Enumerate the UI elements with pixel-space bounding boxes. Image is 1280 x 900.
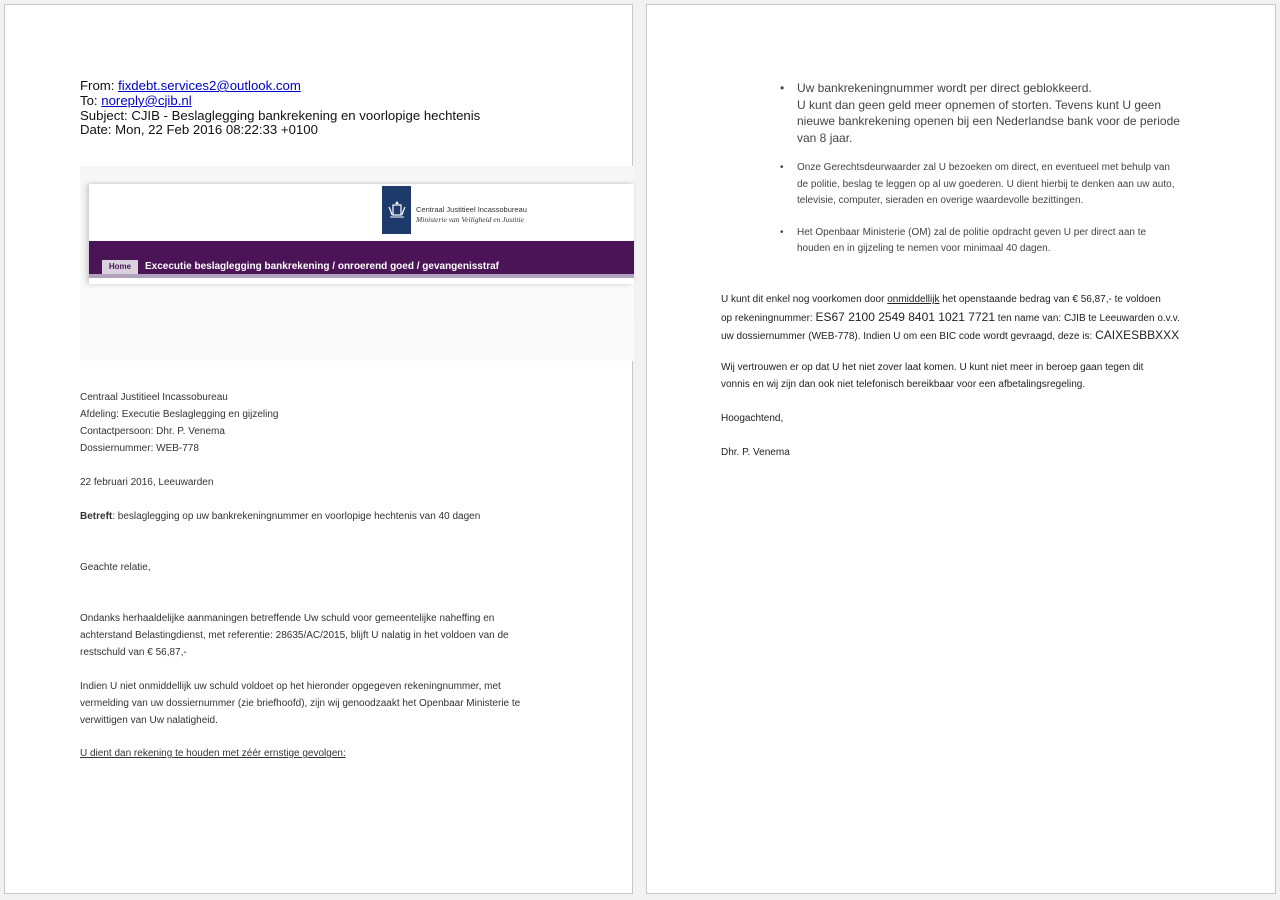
coat-of-arms-icon xyxy=(386,199,408,221)
trust-line: Wij vertrouwen er op dat U het niet zover laat komen. U kunt niet meer in beroep gaan tegen dit xyxy=(721,362,1144,373)
paragraph-2 xyxy=(80,678,520,729)
payment-paragraph xyxy=(721,292,1180,346)
consequences-list xyxy=(780,80,1207,258)
payment-line xyxy=(721,327,1180,346)
para2-line: verwittigen van Uw nalatigheid. xyxy=(80,715,218,726)
bullet-line: van 8 jaar. xyxy=(797,130,853,145)
to-line xyxy=(80,94,480,109)
trust-paragraph xyxy=(721,360,1143,393)
bullet-line: U kunt dan geen geld meer opnemen of storten. Tevens kunt U geen xyxy=(797,97,1162,112)
to-email-link[interactable]: noreply@cjib.nl xyxy=(101,92,192,108)
consequences-heading xyxy=(80,745,346,762)
payment-line xyxy=(721,309,1180,328)
bullet-icon: • xyxy=(780,226,784,238)
para2-line: vermelding van uw dossiernummer (zie briefhoofd), zijn wij genoodzaakt het Openbaar Ministerie te xyxy=(80,698,521,709)
subject-line-letter xyxy=(80,508,480,525)
greeting: Geachte relatie, xyxy=(80,562,151,573)
nav-bar-strip xyxy=(89,274,634,278)
document-page-2 xyxy=(646,4,1276,894)
paragraph-1 xyxy=(80,610,509,661)
from-line xyxy=(80,79,480,94)
para1-line: restschuld van € 56,87,- xyxy=(80,647,187,658)
document-page-1 xyxy=(4,4,633,894)
consequences-text: U dient dan rekening te houden met zéér ernstige gevolgen: xyxy=(80,748,346,759)
home-tab[interactable]: Home xyxy=(102,260,138,274)
bullet-icon: • xyxy=(780,81,785,95)
contact-person: Contactpersoon: Dhr. P. Venema xyxy=(80,426,225,437)
subject-line: Subject: CJIB - Beslaglegging bankrekening en voorlopige hechtenis xyxy=(80,107,481,123)
betreft-label: Betreft xyxy=(80,511,113,522)
banner-card xyxy=(89,184,634,284)
list-item xyxy=(780,160,1207,210)
payment-text: het openstaande bedrag van € 56,87,- te voldoen xyxy=(939,294,1161,305)
bullet-line: Onze Gerechtsdeurwaarder zal U bezoeken om direct, en eventueel met behulp van xyxy=(797,162,1170,173)
payment-text: uw dossiernummer (WEB-778). Indien U om een BIC code wordt gevraagd, deze is: xyxy=(721,331,1096,342)
department: Afdeling: Executie Beslaglegging en gijzeling xyxy=(80,409,279,420)
bullet-line: nieuwe bankrekening openen bij een Nederlandse bank voor de periode xyxy=(797,114,1180,128)
organization-title xyxy=(416,205,527,225)
betreft-text: : beslaglegging op uw bankrekeningnummer en voorlopige hechtenis van 40 dagen xyxy=(112,511,481,522)
coat-of-arms-icon xyxy=(382,186,411,234)
para2-line: Indien U niet onmiddellijk uw schuld voldoet op het hieronder opgegeven rekeningnummer, met xyxy=(80,681,501,692)
list-item xyxy=(780,225,1207,258)
para1-line: Ondanks herhaaldelijke aanmaningen betreffende Uw schuld voor gemeentelijke naheffing en xyxy=(80,613,495,624)
closing: Hoogachtend, xyxy=(721,413,784,424)
bullet-line: de politie, beslag te leggen op al uw goederen. U dient hierbij te denken aan uw auto, xyxy=(797,178,1175,190)
list-item xyxy=(780,80,1207,146)
to-label: To: xyxy=(80,92,98,108)
from-email-link[interactable]: fixdebt.services2@outlook.com xyxy=(118,78,301,93)
bullet-line: televisie, computer, sieraden en overige waardevolle bezittingen. xyxy=(797,195,1084,206)
bullet-line: Uw bankrekeningnummer wordt per direct geblokkeerd. xyxy=(797,81,1092,95)
place-date: 22 februari 2016, Leeuwarden xyxy=(80,477,214,488)
payment-text: op rekeningnummer: xyxy=(721,312,816,324)
ministry-name: Ministerie van Veiligheid en Justitie xyxy=(416,215,524,224)
sender-org: Centraal Justitieel Incassobureau xyxy=(80,392,228,403)
signature: Dhr. P. Venema xyxy=(721,447,790,458)
org-name: Centraal Justitieel Incassobureau xyxy=(416,205,527,214)
payment-emphasis: onmiddellijk xyxy=(887,294,940,305)
nav-title: Excecutie beslaglegging bankrekening / onroerend goed / gevangenisstraf xyxy=(145,261,499,272)
bullet-line: houden en in gijzeling te nemen voor minimaal 40 dagen. xyxy=(797,243,1051,254)
bullet-line: Het Openbaar Ministerie (OM) zal de politie opdracht geven U per direct aan te xyxy=(797,226,1147,238)
payment-line xyxy=(721,292,1180,309)
dossier-number: Dossiernummer: WEB-778 xyxy=(80,443,199,454)
bullet-icon: • xyxy=(780,162,784,173)
from-label: From: xyxy=(80,78,115,93)
sender-block xyxy=(80,389,278,457)
cjib-banner xyxy=(80,166,634,361)
date-line: Date: Mon, 22 Feb 2016 08:22:33 +0100 xyxy=(80,122,318,138)
payment-text: ten name van: CJIB te Leeuwarden o.v.v. xyxy=(995,312,1180,324)
bic-code: CAIXESBBXXX xyxy=(1095,328,1180,342)
payment-text: U kunt dit enkel nog voorkomen door xyxy=(721,294,888,305)
para1-line: achterstand Belastingdienst, met referentie: 28635/AC/2015, blijft U nalatig in het voldoen van de xyxy=(80,630,509,641)
email-header xyxy=(80,79,480,138)
trust-line: vonnis en wij zijn dan ook niet telefonisch bereikbaar voor een afbetalingsregeling. xyxy=(721,378,1086,390)
iban-number: ES67 2100 2549 8401 1021 7721 xyxy=(815,309,996,324)
